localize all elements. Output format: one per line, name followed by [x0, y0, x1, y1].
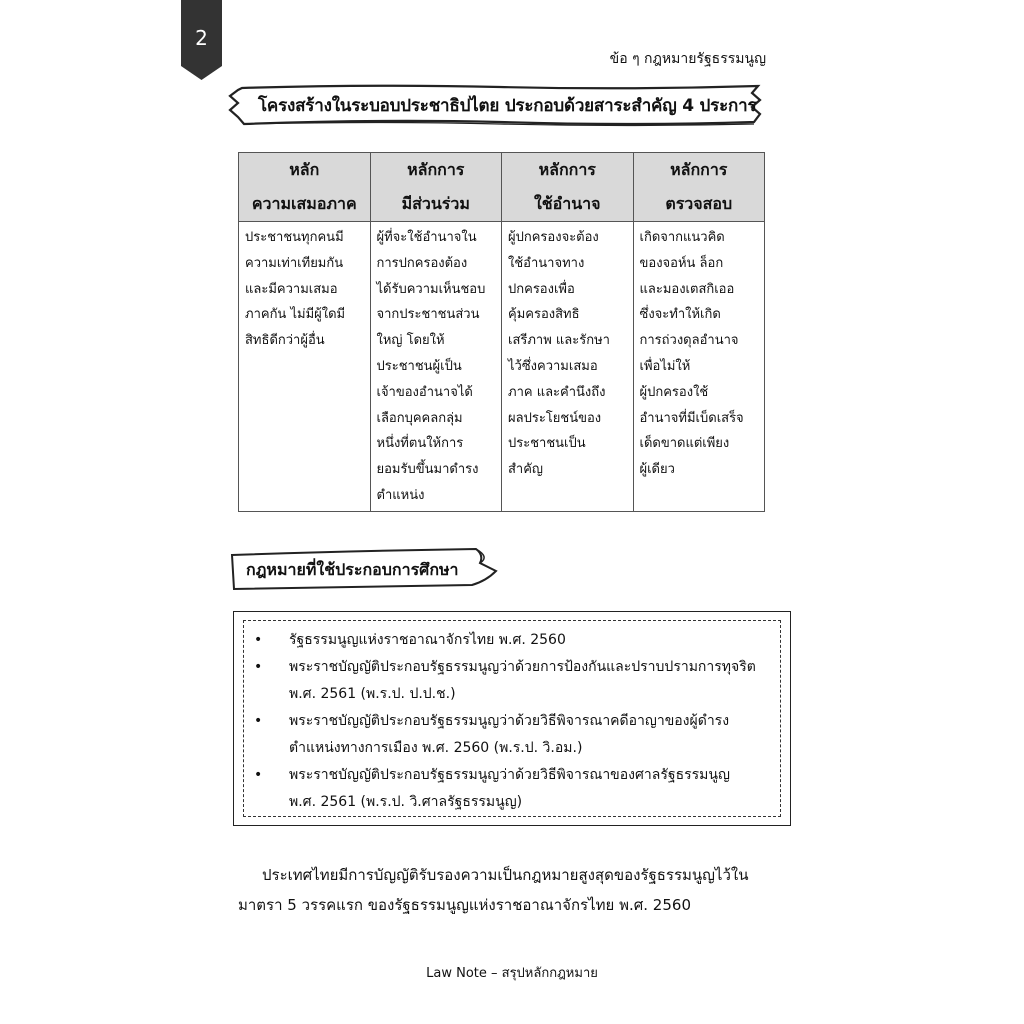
- law-line: พระราชบัญญัติประกอบรัฐธรรมนูญว่าด้วยวิธีพิจารณาคดีอาญาของผู้ดำรง: [289, 713, 730, 729]
- list-item: [254, 654, 772, 708]
- section-banner: [228, 545, 503, 591]
- header-line: ใช้อำนาจ: [533, 194, 601, 213]
- table-cell-equality: [239, 222, 371, 512]
- cell-line: ปกครองเพื่อ: [508, 281, 575, 297]
- cell-line: ไว้ซึ่งความเสมอ: [508, 358, 598, 374]
- paragraph-line: ประเทศไทยมีการบัญญัติรับรองความเป็นกฎหมายสูงสุดของรัฐธรรมนูญไว้ใน: [262, 866, 749, 884]
- page-footer: Law Note – สรุปหลักกฎหมาย: [426, 966, 598, 981]
- cell-line: ใหญ่ โดยให้: [376, 333, 445, 349]
- cell-line: เพื่อไม่ให้: [639, 358, 691, 374]
- cell-line: สิทธิดีกว่าผู้อื่น: [245, 333, 325, 349]
- table-header-cell: [239, 153, 371, 222]
- cell-line: เลือกบุคคลกลุ่ม: [376, 410, 463, 426]
- bullet: •: [254, 659, 263, 675]
- law-text: [254, 708, 772, 762]
- cell-line: ซึ่งจะทำให้เกิด: [639, 307, 721, 323]
- law-line: พระราชบัญญัติประกอบรัฐธรรมนูญว่าด้วยการป้องกันและปราบปรามการทุจริต: [289, 659, 756, 675]
- cell-line: ใช้อำนาจทาง: [508, 255, 585, 271]
- law-text: [254, 654, 772, 708]
- title-banner: [228, 82, 772, 128]
- cell-line: เสรีภาพ และรักษา: [508, 333, 610, 349]
- law-line: ตำแหน่งทางการเมือง พ.ศ. 2560 (พ.ร.ป. วิ.อม.): [289, 740, 583, 756]
- page-title: โครงสร้างในระบอบประชาธิปไตย ประกอบด้วยสาระสำคัญ 4 ประการ: [258, 96, 757, 116]
- law-line: พระราชบัญญัติประกอบรัฐธรรมนูญว่าด้วยวิธีพิจารณาของศาลรัฐธรรมนูญ: [289, 767, 730, 783]
- header-line: ความเสมอภาค: [251, 194, 357, 213]
- principles-table: [238, 152, 765, 512]
- cell-line: เจ้าของอำนาจได้: [376, 384, 473, 400]
- list-item: [254, 627, 772, 654]
- law-line: พ.ศ. 2561 (พ.ร.ป. วิ.ศาลรัฐธรรมนูญ): [289, 794, 523, 810]
- cell-line: จากประชาชนส่วน: [376, 307, 480, 323]
- list-item: [254, 708, 772, 762]
- cell-line: และมีความเสมอ: [245, 281, 338, 297]
- cell-line: และมองเตสกิเออ: [639, 281, 735, 297]
- bullet: •: [254, 713, 263, 729]
- cell-line: ได้รับความเห็นชอบ: [376, 281, 486, 297]
- cell-line: การปกครองต้อง: [376, 255, 468, 271]
- section-title: กฎหมายที่ใช้ประกอบการศึกษา: [246, 560, 459, 579]
- list-item: [254, 762, 772, 816]
- header-line: หลัก: [289, 160, 320, 179]
- cell-line: ยอมรับขึ้นมาดำรง: [376, 462, 479, 478]
- header-line: มีส่วนร่วม: [401, 194, 470, 213]
- table-header-cell: [633, 153, 765, 222]
- table-cell-power: [502, 222, 634, 512]
- cell-line: ผู้ที่จะใช้อำนาจใน: [376, 230, 477, 245]
- bullet: •: [254, 767, 263, 783]
- body-paragraph: [238, 860, 778, 920]
- cell-line: เกิดจากแนวคิด: [639, 230, 725, 245]
- cell-line: ประชาชนทุกคนมี: [245, 230, 344, 245]
- table-cell-checks: [633, 222, 765, 512]
- table-header-cell: [502, 153, 634, 222]
- cell-line: อำนาจที่มีเบ็ดเสร็จ: [639, 410, 744, 426]
- table-header-cell: [370, 153, 502, 222]
- cell-line: ประชาชนเป็น: [508, 436, 586, 452]
- bullet: •: [254, 632, 263, 648]
- cell-line: ตำแหน่ง: [376, 487, 425, 503]
- cell-line: ภาคกัน ไม่มีผู้ใดมี: [245, 307, 346, 323]
- cell-line: เด็ดขาดแต่เพียง: [639, 436, 730, 452]
- table-header-row: [239, 153, 765, 222]
- header-line: หลักการ: [670, 160, 728, 179]
- law-text: [254, 762, 772, 816]
- table-cell-participation: [370, 222, 502, 512]
- cell-line: ภาค และคำนึงถึง: [508, 384, 606, 400]
- cell-line: ผู้ปกครองใช้: [639, 384, 709, 400]
- table-row: [239, 222, 765, 512]
- cell-line: สำคัญ: [508, 462, 544, 478]
- cell-line: ผู้เดียว: [639, 462, 675, 478]
- laws-box: [233, 611, 791, 826]
- page-number: 2: [195, 26, 208, 50]
- cell-line: ความเท่าเทียมกัน: [245, 255, 344, 271]
- laws-list: [243, 620, 781, 817]
- cell-line: หนึ่งที่ตนให้การ: [376, 436, 464, 452]
- cell-line: ผู้ปกครองจะต้อง: [508, 230, 599, 245]
- header-line: ตรวจสอบ: [665, 194, 733, 213]
- cell-line: การถ่วงดุลอำนาจ: [639, 333, 739, 349]
- law-text: [254, 627, 772, 654]
- header-line: หลักการ: [407, 160, 465, 179]
- header-line: หลักการ: [538, 160, 596, 179]
- paragraph-line: มาตรา 5 วรรคแรก ของรัฐธรรมนูญแห่งราชอาณาจักรไทย พ.ศ. 2560: [238, 896, 691, 914]
- cell-line: ของจอห์น ล็อก: [639, 255, 724, 271]
- cell-line: ประชาชนผู้เป็น: [376, 358, 462, 374]
- cell-line: ผลประโยชน์ของ: [508, 410, 602, 426]
- law-line: พ.ศ. 2561 (พ.ร.ป. ป.ป.ช.): [289, 686, 456, 702]
- law-line: รัฐธรรมนูญแห่งราชอาณาจักรไทย พ.ศ. 2560: [289, 632, 566, 648]
- running-head: ข้อ ๆ กฎหมายรัฐธรรมนูญ: [609, 51, 766, 67]
- cell-line: คุ้มครองสิทธิ: [508, 307, 580, 323]
